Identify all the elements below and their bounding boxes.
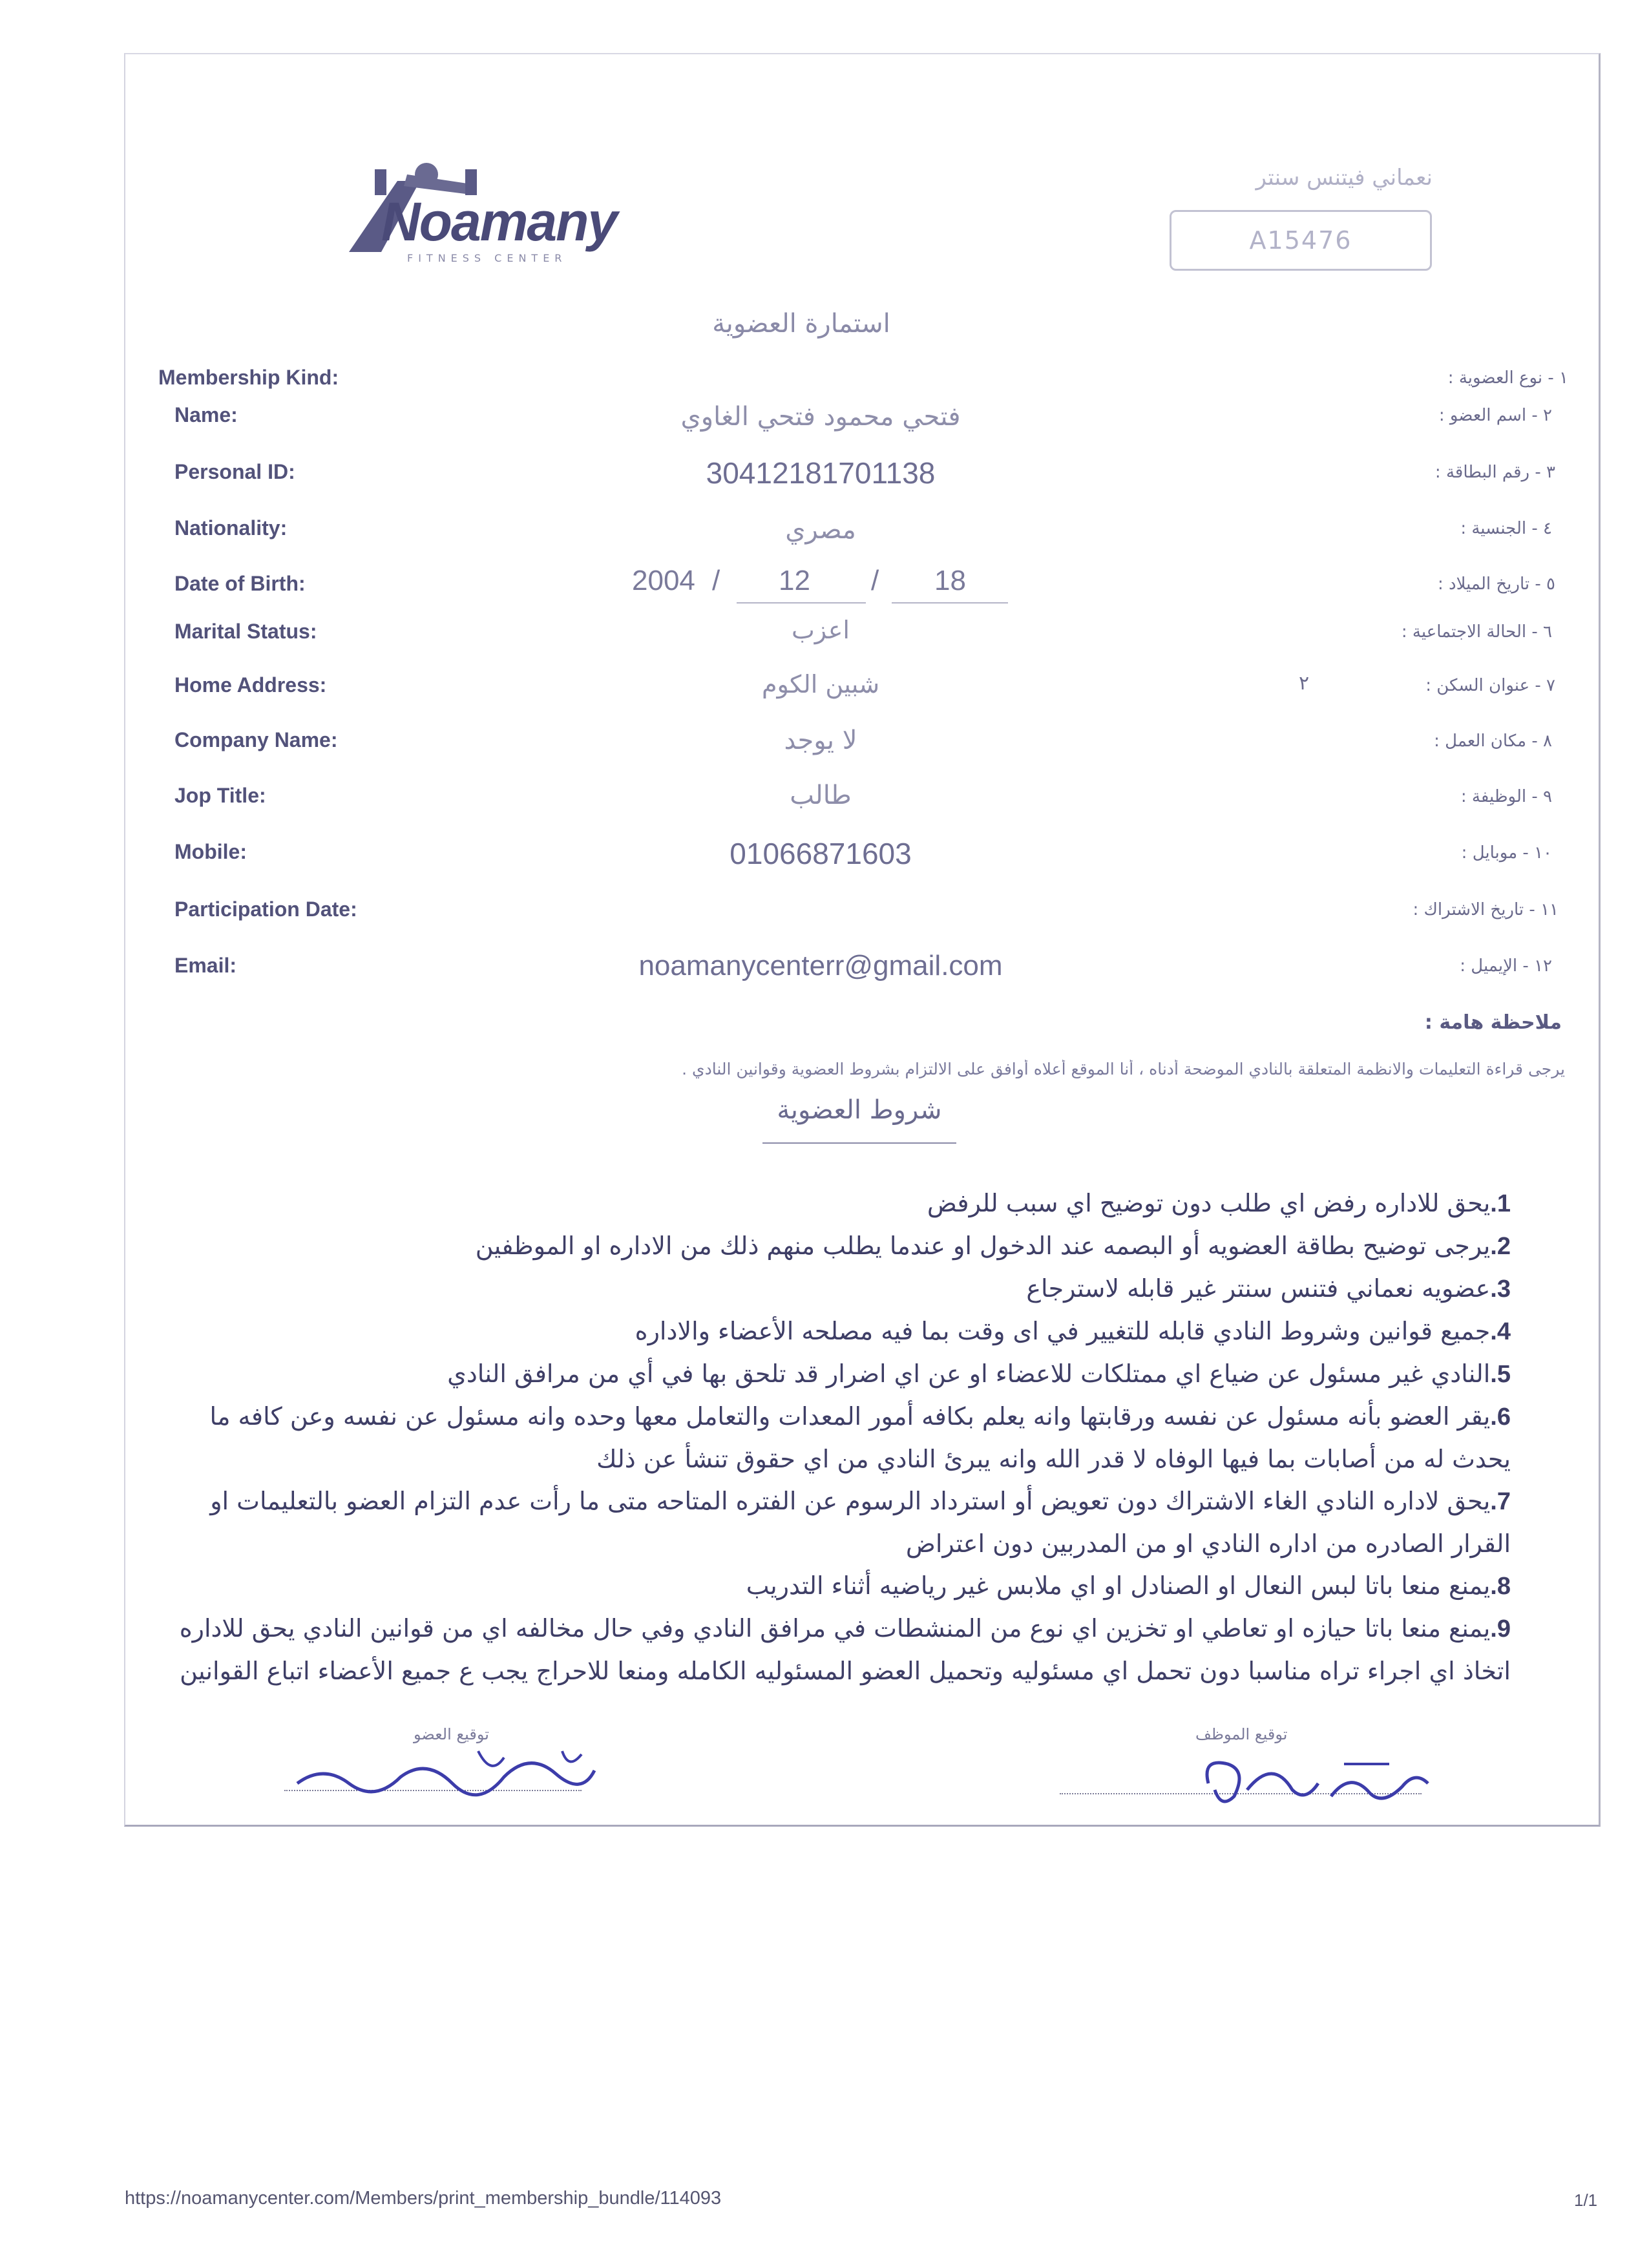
term-item <box>155 1225 1512 1268</box>
value-email: noamanycenterr@gmail.com <box>638 950 1003 982</box>
term-text: جميع قوانين وشروط النادي قابله للتغيير في اى وقت بما فيه مصلحه الأعضاء والاداره <box>635 1317 1491 1345</box>
club-logo <box>336 155 617 278</box>
value-job-title: طالب <box>790 781 852 810</box>
term-item <box>155 1480 1512 1565</box>
term-number: 4. <box>1490 1318 1511 1345</box>
label-nationality: Nationality: <box>174 516 288 540</box>
label-company-name: Company Name: <box>174 728 338 751</box>
term-number: 5. <box>1490 1361 1511 1388</box>
term-item <box>155 1396 1512 1480</box>
label-ar-email: ١٢ - الإيميل : <box>1460 956 1552 976</box>
value-mobile: 01066871603 <box>730 837 912 870</box>
label-ar-date-of-birth: ٥ - تاريخ الميلاد : <box>1437 574 1555 594</box>
dob-sep-2: / <box>871 565 879 596</box>
term-text: النادي غير مسئول عن ضياع اي ممتلكات للاعضاء او عن اي اضرار قد تلحق بها في أي من مرافق النادي <box>447 1360 1491 1388</box>
term-number: 8. <box>1490 1573 1511 1600</box>
value-name: فتحي محمود فتحي الغاوي <box>680 402 961 432</box>
terms-title-underline <box>762 1142 956 1144</box>
label-ar-nationality: ٤ - الجنسية : <box>1460 519 1552 538</box>
dob-year: 2004 <box>632 565 695 596</box>
term-number: 3. <box>1490 1276 1511 1303</box>
member-signature <box>284 1738 607 1803</box>
label-ar-home-address: ٧ - عنوان السكن : <box>1425 676 1555 695</box>
label-ar-marital-status: ٦ - الحالة الاجتماعية : <box>1401 622 1552 642</box>
membership-number-box <box>1170 210 1432 271</box>
terms-list <box>155 1182 1512 1692</box>
term-item <box>155 1565 1512 1608</box>
member-signature-label: توقيع العضو <box>414 1725 489 1743</box>
manager-signature-label: توقيع الموظف <box>1195 1725 1288 1743</box>
term-text: يمنع منعا باتا حيازه او تعاطي او تخزين اي نوع من المنشطات في مرافق النادي وفي حال مخالفه اي من قوانين النادي يحق للاداره اتخاذ اي اجراء تراه مناسبا دون تحمل اي مسئوليه وتحميل العضو المسئوليه الكامله ومنعا للاحراج يجب ع جميع الأعضاء اتباع القوانين <box>179 1614 1511 1685</box>
label-ar-personal-id: ٣ - رقم البطاقة : <box>1434 463 1555 482</box>
label-name: Name: <box>174 403 238 426</box>
dob-sep-1: / <box>712 565 720 596</box>
term-number: 2. <box>1490 1233 1511 1260</box>
term-number: 6. <box>1490 1403 1511 1431</box>
label-job-title: Jop Title: <box>174 784 266 807</box>
dob-month-line <box>737 602 866 604</box>
dob-month: 12 <box>779 565 810 596</box>
label-home-address: Home Address: <box>174 673 327 697</box>
manager-signature <box>1189 1745 1447 1816</box>
term-number: 1. <box>1490 1190 1511 1217</box>
label-ar-job-title: ٩ - الوظيفة : <box>1460 787 1552 806</box>
term-number: 7. <box>1490 1488 1511 1515</box>
label-ar-membership-kind: ١ - نوع العضوية : <box>1447 368 1568 388</box>
value-company-name: لا يوجد <box>784 726 857 755</box>
term-text: عضويه نعماني فتنس سنتر غير قابله لاسترجاع <box>1026 1274 1491 1303</box>
label-personal-id: Personal ID: <box>174 460 295 483</box>
manager-signature-icon <box>1189 1745 1447 1816</box>
label-email: Email: <box>174 954 237 977</box>
footer-url: https://noamanycenter.com/Members/print_membership_bundle/114093 <box>125 2188 722 2209</box>
value-marital-status: اعزب <box>792 616 850 644</box>
stray-mark: ٢ <box>1299 672 1310 695</box>
label-participation-date: Participation Date: <box>174 898 357 921</box>
membership-number-label: نعماني فيتنس سنتر <box>1255 165 1433 191</box>
term-text: يمنع منعا باتا لبس النعال او الصنادل او اي ملابس غير رياضيه أثناء التدريب <box>746 1571 1491 1600</box>
term-item <box>155 1182 1512 1225</box>
label-membership-kind: Membership Kind: <box>158 366 339 389</box>
terms-title: شروط العضوية <box>777 1095 942 1125</box>
label-ar-participation-date: ١١ - تاريخ الاشتراك : <box>1413 900 1559 919</box>
term-item <box>155 1353 1512 1396</box>
label-ar-company-name: ٨ - مكان العمل : <box>1434 731 1552 751</box>
logo-subtitle: FITNESS CENTER <box>407 252 567 264</box>
label-ar-mobile: ١٠ - موبايل : <box>1461 843 1552 863</box>
form-title: استمارة العضوية <box>712 309 890 339</box>
dob-day-line <box>892 602 1008 604</box>
value-personal-id: 30412181701138 <box>706 456 936 490</box>
term-item <box>155 1268 1512 1310</box>
term-text: يقر العضو بأنه مسئول عن نفسه ورقابتها وانه يعلم بكافه أمور المعدات والتعامل معها وحده وانه مسئول عن نفسه وعن كافه ما يحدث له من أصابات بما فيها الوفاه لا قدر الله وانه يبرئ النادي من اي حقوق تنشأ عن ذلك <box>209 1402 1511 1473</box>
dob-day: 18 <box>934 565 966 596</box>
membership-number: A15476 <box>1249 226 1352 255</box>
logo-wordmark: Noamany <box>381 191 617 252</box>
important-note-text: يرجى قراءة التعليمات والانظمة المتعلقة بالنادي الموضحة أدناه ، أنا الموقع أعلاه أوافق على الالتزام بشروط العضوية وقوانين النادي . <box>682 1060 1565 1078</box>
term-text: يرجى توضيح بطاقة العضويه أو البصمه عند الدخول او عندما يطلب منهم ذلك من الاداره او الموظفين <box>475 1232 1491 1260</box>
label-date-of-birth: Date of Birth: <box>174 572 306 595</box>
important-note-title: ملاحظة هامة : <box>1424 1011 1562 1034</box>
label-mobile: Mobile: <box>174 840 247 863</box>
term-text: يحق لاداره النادي الغاء الاشتراك دون تعويض أو استرداد الرسوم عن الفتره المتاحه متى ما رأت عدم التزام العضو بالتعليمات او القرار الصادره من اداره النادي او من المدربين دون اعتراض <box>210 1487 1511 1558</box>
label-ar-name: ٢ - اسم العضو : <box>1438 406 1552 425</box>
term-text: يحق للاداره رفض اي طلب دون توضيح اي سبب للرفض <box>927 1189 1491 1217</box>
term-item <box>155 1310 1512 1353</box>
term-item <box>155 1608 1512 1692</box>
term-number: 9. <box>1490 1615 1511 1643</box>
footer-page-number: 1/1 <box>1574 2190 1598 2210</box>
label-marital-status: Marital Status: <box>174 620 317 643</box>
value-home-address: شبين الكوم <box>761 670 880 698</box>
member-signature-icon <box>284 1738 607 1803</box>
value-nationality: مصري <box>785 515 856 545</box>
